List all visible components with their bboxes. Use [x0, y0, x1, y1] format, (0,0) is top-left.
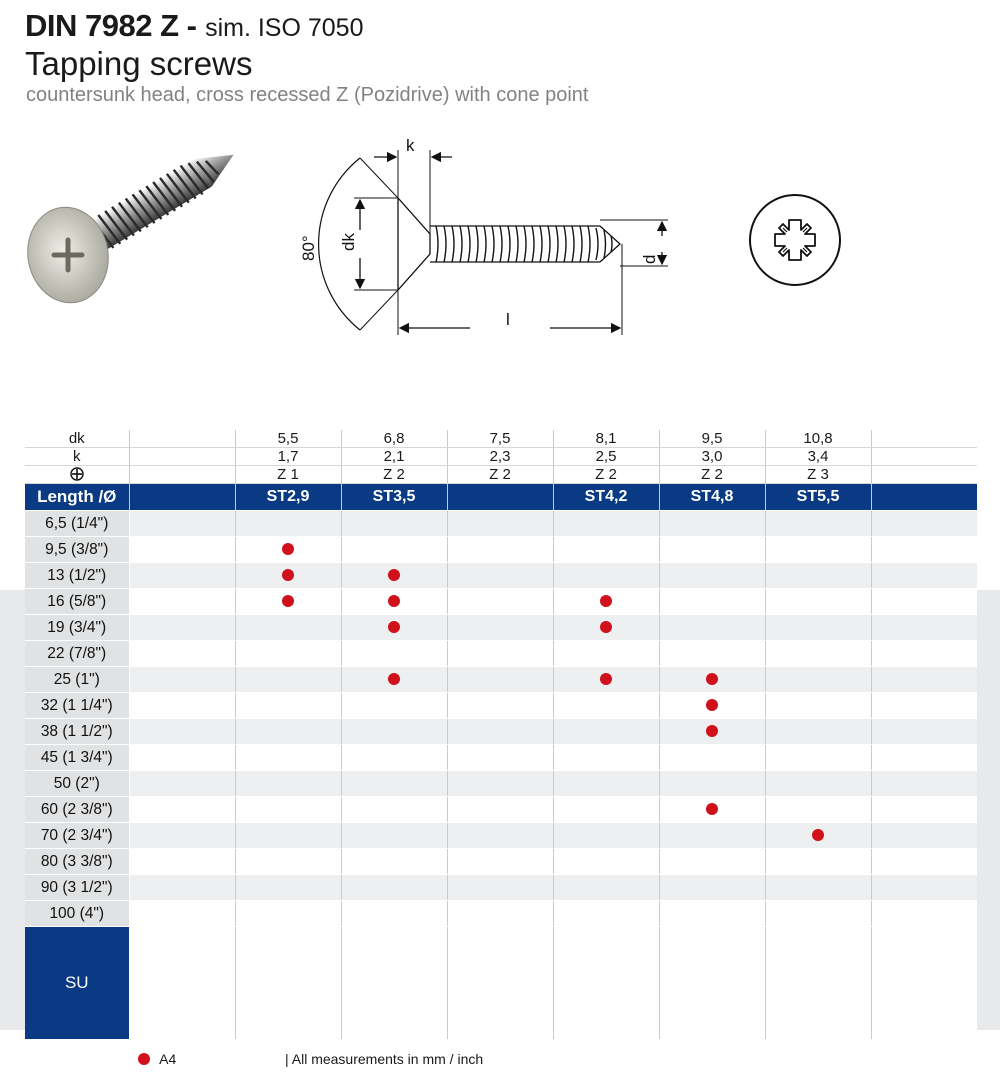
availability-cell [871, 641, 977, 667]
availability-cell [129, 641, 235, 667]
availability-cell [659, 797, 765, 823]
su-cell [235, 927, 341, 1040]
table-row [25, 901, 977, 927]
available-dot-icon [388, 569, 400, 581]
dimension-value: 2,5 [553, 448, 659, 466]
availability-cell [553, 797, 659, 823]
availability-cell [447, 901, 553, 927]
dimension-value: 9,5 [659, 430, 765, 448]
availability-cell [659, 771, 765, 797]
dimension-row [25, 448, 977, 466]
availability-cell [129, 901, 235, 927]
availability-cell [553, 693, 659, 719]
similar-standard: sim. ISO 7050 [205, 14, 364, 42]
availability-cell [765, 719, 871, 745]
availability-cell [659, 667, 765, 693]
availability-cell [553, 849, 659, 875]
su-cell [447, 927, 553, 1040]
availability-cell [341, 823, 447, 849]
table-row [25, 771, 977, 797]
available-dot-icon [706, 725, 718, 737]
availability-cell [447, 511, 553, 537]
availability-cell [553, 901, 659, 927]
availability-cell [659, 901, 765, 927]
availability-cell [341, 875, 447, 901]
availability-cell [341, 693, 447, 719]
length-label: 45 (1 3/4") [25, 745, 129, 771]
availability-cell [235, 693, 341, 719]
availability-cell [871, 511, 977, 537]
dimension-value: Z 3 [765, 466, 871, 484]
length-label: 60 (2 3/8") [25, 797, 129, 823]
dimension-value: Z 1 [235, 466, 341, 484]
length-label: 50 (2") [25, 771, 129, 797]
availability-cell [553, 771, 659, 797]
length-label: 19 (3/4") [25, 615, 129, 641]
availability-cell [553, 615, 659, 641]
label-angle: 80° [299, 235, 318, 261]
availability-cell [659, 589, 765, 615]
availability-cell [235, 719, 341, 745]
size-column-header [871, 484, 977, 511]
availability-cell [659, 511, 765, 537]
dimension-value: 7,5 [447, 430, 553, 448]
availability-cell [235, 771, 341, 797]
availability-cell [659, 745, 765, 771]
availability-cell [235, 641, 341, 667]
su-label: SU [25, 927, 129, 1040]
availability-cell [659, 875, 765, 901]
size-column-header: ST2,9 [235, 484, 341, 511]
dimension-value: 6,8 [341, 430, 447, 448]
product-description: countersunk head, cross recessed Z (Pozidrive) with cone point [26, 84, 589, 106]
legend-a4-label: A4 [159, 1051, 177, 1067]
length-label: 38 (1 1/2") [25, 719, 129, 745]
availability-cell [553, 745, 659, 771]
availability-cell [765, 823, 871, 849]
availability-cell [765, 901, 871, 927]
availability-cell [341, 667, 447, 693]
availability-cell [235, 823, 341, 849]
availability-cell [765, 797, 871, 823]
availability-cell [341, 797, 447, 823]
available-dot-icon [706, 673, 718, 685]
table-row [25, 537, 977, 563]
su-row [25, 927, 977, 1040]
available-dot-icon [706, 803, 718, 815]
available-dot-icon [388, 595, 400, 607]
availability-cell [871, 849, 977, 875]
availability-cell [341, 537, 447, 563]
dimension-label: k [25, 448, 129, 466]
dimension-value: 10,8 [765, 430, 871, 448]
availability-cell [871, 667, 977, 693]
availability-cell [341, 511, 447, 537]
dimension-value: 8,1 [553, 430, 659, 448]
size-header-row [25, 484, 977, 511]
availability-cell [235, 589, 341, 615]
table-row [25, 797, 977, 823]
available-dot-icon [706, 699, 718, 711]
dimension-row [25, 466, 977, 484]
table-row [25, 641, 977, 667]
availability-cell [341, 901, 447, 927]
availability-cell [659, 693, 765, 719]
standard-code: DIN 7982 Z - [25, 8, 197, 43]
availability-cell [659, 615, 765, 641]
availability-cell [765, 589, 871, 615]
length-label: 70 (2 3/4") [25, 823, 129, 849]
screw-photo-illustration [20, 150, 240, 310]
availability-cell [659, 719, 765, 745]
availability-cell [447, 823, 553, 849]
availability-cell [659, 641, 765, 667]
availability-cell [129, 615, 235, 641]
table-row [25, 615, 977, 641]
availability-cell [235, 667, 341, 693]
availability-cell [871, 901, 977, 927]
length-label: 9,5 (3/8") [25, 537, 129, 563]
dimension-value: 2,1 [341, 448, 447, 466]
availability-cell [659, 823, 765, 849]
availability-cell [447, 771, 553, 797]
availability-cell [129, 511, 235, 537]
dimension-value: 3,0 [659, 448, 765, 466]
availability-cell [341, 641, 447, 667]
availability-cell [447, 537, 553, 563]
length-label: 25 (1") [25, 667, 129, 693]
su-cell [341, 927, 447, 1040]
availability-cell [235, 849, 341, 875]
dimension-value: 5,5 [235, 430, 341, 448]
availability-cell [447, 667, 553, 693]
dimension-value: Z 2 [341, 466, 447, 484]
table-row [25, 693, 977, 719]
availability-cell [553, 511, 659, 537]
availability-cell [765, 875, 871, 901]
availability-cell [871, 537, 977, 563]
table-row [25, 667, 977, 693]
availability-cell [129, 849, 235, 875]
availability-cell [871, 797, 977, 823]
availability-cell [235, 901, 341, 927]
availability-cell [765, 745, 871, 771]
availability-cell [447, 875, 553, 901]
availability-cell [235, 797, 341, 823]
available-dot-icon [600, 621, 612, 633]
size-column-header: ST4,2 [553, 484, 659, 511]
availability-cell [235, 745, 341, 771]
page-title [25, 6, 363, 48]
table-row [25, 563, 977, 589]
availability-cell [553, 823, 659, 849]
availability-cell [129, 537, 235, 563]
availability-cell [447, 719, 553, 745]
dimension-value [871, 430, 977, 448]
drive-symbol-icon [25, 466, 129, 484]
availability-cell [871, 771, 977, 797]
available-dot-icon [388, 621, 400, 633]
availability-cell [129, 589, 235, 615]
available-dot-icon [282, 595, 294, 607]
availability-cell [341, 771, 447, 797]
size-availability-table [25, 430, 977, 1039]
availability-cell [871, 615, 977, 641]
availability-cell [447, 693, 553, 719]
availability-cell [871, 745, 977, 771]
length-label: 6,5 (1/4") [25, 511, 129, 537]
dimension-value [129, 466, 235, 484]
availability-cell [341, 615, 447, 641]
availability-cell [341, 719, 447, 745]
table-row [25, 511, 977, 537]
availability-cell [659, 849, 765, 875]
availability-cell [765, 641, 871, 667]
length-label: 13 (1/2") [25, 563, 129, 589]
length-label: 80 (3 3/8") [25, 849, 129, 875]
length-label: 32 (1 1/4") [25, 693, 129, 719]
dimension-row [25, 430, 977, 448]
su-cell [765, 927, 871, 1040]
measurement-note: | All measurements in mm / inch [285, 1051, 484, 1067]
label-k: k [406, 136, 415, 155]
availability-cell [129, 667, 235, 693]
dimension-value: 1,7 [235, 448, 341, 466]
availability-cell [659, 563, 765, 589]
availability-cell [447, 849, 553, 875]
su-cell [129, 927, 235, 1040]
availability-cell [553, 589, 659, 615]
table-row [25, 589, 977, 615]
table-row [25, 849, 977, 875]
available-dot-icon [282, 543, 294, 555]
availability-cell [235, 615, 341, 641]
availability-cell [447, 797, 553, 823]
availability-cell [129, 797, 235, 823]
availability-cell [341, 745, 447, 771]
screw-technical-drawing [270, 130, 690, 345]
table-row [25, 745, 977, 771]
available-dot-icon [600, 595, 612, 607]
availability-cell [129, 771, 235, 797]
availability-cell [447, 589, 553, 615]
available-dot-icon [282, 569, 294, 581]
pozidrive-recess-icon [745, 190, 845, 290]
dimension-value: Z 2 [553, 466, 659, 484]
su-cell [871, 927, 977, 1040]
su-cell [553, 927, 659, 1040]
size-column-header [129, 484, 235, 511]
dimension-value [129, 430, 235, 448]
availability-cell [235, 563, 341, 589]
dimension-value: Z 2 [447, 466, 553, 484]
length-label: 90 (3 1/2") [25, 875, 129, 901]
availability-cell [553, 641, 659, 667]
availability-cell [553, 537, 659, 563]
availability-cell [553, 667, 659, 693]
availability-cell [553, 719, 659, 745]
dimension-value: 3,4 [765, 448, 871, 466]
dimension-label: dk [25, 430, 129, 448]
availability-cell [129, 693, 235, 719]
legend-dot-icon [138, 1053, 150, 1065]
table-row [25, 719, 977, 745]
table-row [25, 875, 977, 901]
availability-cell [765, 693, 871, 719]
size-column-header [447, 484, 553, 511]
availability-cell [129, 719, 235, 745]
availability-cell [129, 823, 235, 849]
label-l: l [506, 310, 510, 329]
availability-cell [553, 563, 659, 589]
label-dk: dk [339, 233, 358, 251]
availability-cell [447, 615, 553, 641]
size-column-header: ST5,5 [765, 484, 871, 511]
availability-cell [765, 511, 871, 537]
su-cell [659, 927, 765, 1040]
availability-cell [129, 563, 235, 589]
availability-cell [341, 589, 447, 615]
availability-cell [765, 563, 871, 589]
availability-cell [235, 511, 341, 537]
availability-cell [129, 745, 235, 771]
availability-cell [871, 589, 977, 615]
size-column-header: ST4,8 [659, 484, 765, 511]
dimension-value [129, 448, 235, 466]
label-d: d [640, 254, 659, 264]
availability-cell [871, 719, 977, 745]
availability-cell [341, 563, 447, 589]
availability-cell [235, 537, 341, 563]
availability-cell [765, 615, 871, 641]
availability-cell [871, 875, 977, 901]
length-label: 100 (4") [25, 901, 129, 927]
length-column-header: Length /Ø [25, 484, 129, 511]
length-label: 22 (7/8") [25, 641, 129, 667]
availability-cell [765, 667, 871, 693]
availability-cell [871, 823, 977, 849]
availability-cell [553, 875, 659, 901]
availability-cell [447, 745, 553, 771]
size-column-header: ST3,5 [341, 484, 447, 511]
availability-cell [447, 563, 553, 589]
availability-cell [871, 563, 977, 589]
table-row [25, 823, 977, 849]
availability-cell [341, 849, 447, 875]
length-label: 16 (5/8") [25, 589, 129, 615]
availability-cell [129, 875, 235, 901]
availability-cell [765, 849, 871, 875]
available-dot-icon [600, 673, 612, 685]
availability-cell [871, 693, 977, 719]
availability-cell [659, 537, 765, 563]
availability-cell [765, 771, 871, 797]
dimension-value [871, 466, 977, 484]
available-dot-icon [388, 673, 400, 685]
dimension-value: Z 2 [659, 466, 765, 484]
dimension-value: 2,3 [447, 448, 553, 466]
dimension-value [871, 448, 977, 466]
availability-cell [235, 875, 341, 901]
product-title: Tapping screws [25, 45, 253, 82]
legend-a4 [138, 1050, 176, 1068]
availability-cell [447, 641, 553, 667]
available-dot-icon [812, 829, 824, 841]
availability-cell [765, 537, 871, 563]
